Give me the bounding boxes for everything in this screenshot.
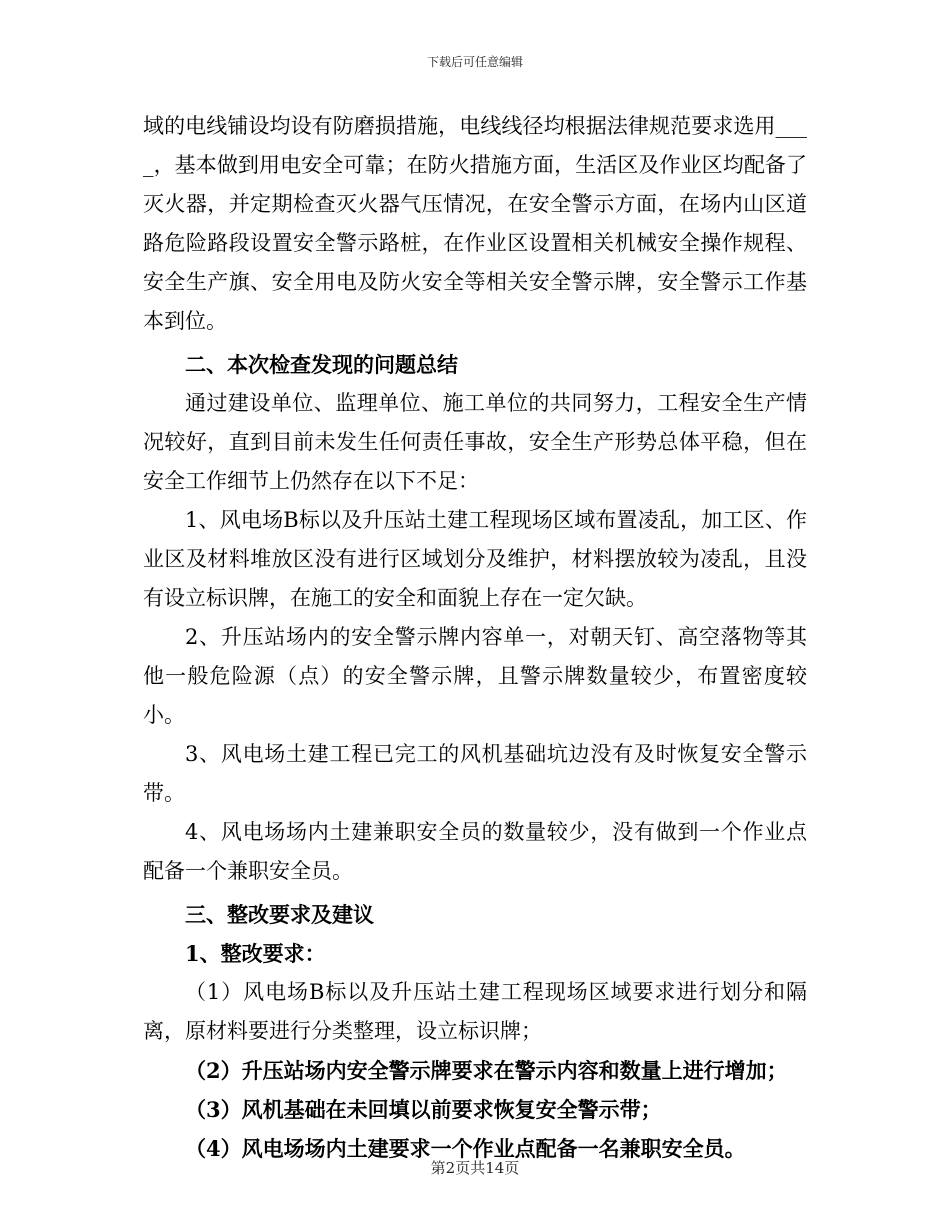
requirement-item-3: （3）风机基础在未回填以前要求恢复安全警示带； xyxy=(185,1097,662,1122)
requirement-item-1: （1）风电场B标以及升压站土建工程现场区域要求进行划分和隔离，原材料要进行分类整理，设立标识牌； xyxy=(143,980,807,1043)
subheading-requirements: 1、整改要求： xyxy=(185,941,326,966)
page-number: 第2页共14页 xyxy=(430,1159,520,1177)
section-heading-rectification: 三、整改要求及建议 xyxy=(185,902,374,927)
document-body xyxy=(143,107,807,1168)
problem-item-2: 2、升压站场内的安全警示牌内容单一，对朝天钉、高空落物等其他一般危险源（点）的安全警示牌，且警示牌数量较少，布置密度较小。 xyxy=(143,625,807,727)
problem-item-3: 3、风电场土建工程已完工的风机基础坑边没有及时恢复安全警示带。 xyxy=(143,742,807,805)
section-heading-problems: 二、本次检查发现的问题总结 xyxy=(185,352,458,377)
page-header: 下载后可任意编辑 xyxy=(426,55,523,69)
problem-item-1: 1、风电场B标以及升压站土建工程现场区域布置凌乱，加工区、作业区及材料堆放区没有进行区域划分及维护，材料摆放较为凌乱，且没有设立标识牌，在施工的安全和面貌上存在一定欠缺。 xyxy=(143,508,807,610)
paragraph-fire-safety: 域的电线铺设均设有防磨损措施，电线线径均根据法律规范要求选用____，基本做到用电安全可靠；在防火措施方面，生活区及作业区均配备了灭火器，并定期检查灭火器气压情况，在安全警示方面，在场内山区道路危险路段设置安全警示路桩，在作业区设置相关机械安全操作规程、安全生产旗、安全用电及防火安全等相关安全警示牌，安全警示工作基本到位。 xyxy=(143,114,807,333)
requirement-item-4: （4）风电场场内土建要求一个作业点配备一名兼职安全员。 xyxy=(185,1136,746,1161)
paragraph-summary: 通过建设单位、监理单位、施工单位的共同努力，工程安全生产情况较好，直到目前未发生任何责任事故，安全生产形势总体平稳，但在安全工作细节上仍然存在以下不足： xyxy=(143,391,807,493)
requirement-item-2: （2）升压站场内安全警示牌要求在警示内容和数量上进行增加； xyxy=(185,1058,788,1083)
problem-item-4: 4、风电场场内土建兼职安全员的数量较少，没有做到一个作业点配备一个兼职安全员。 xyxy=(143,820,807,883)
